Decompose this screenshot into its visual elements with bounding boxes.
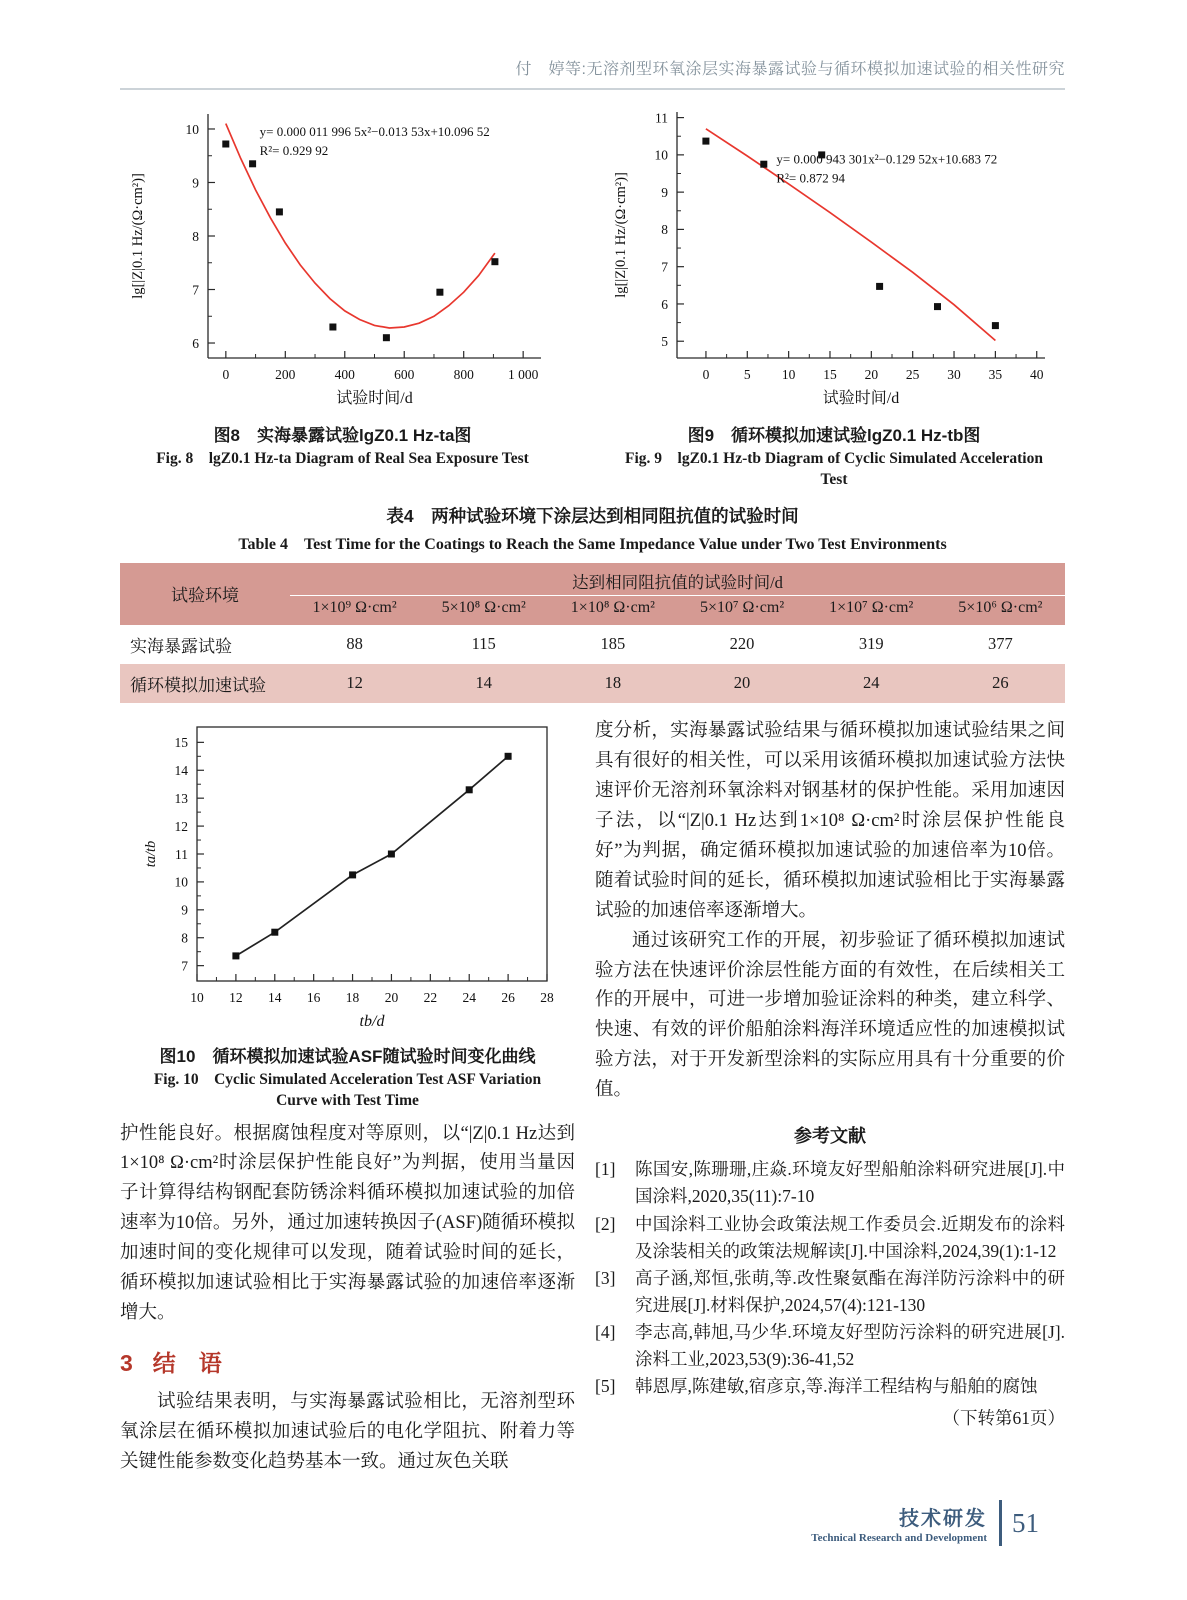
svg-text:22: 22 (423, 989, 437, 1005)
svg-text:9: 9 (192, 175, 199, 191)
svg-text:5: 5 (743, 367, 751, 382)
svg-text:20: 20 (864, 367, 879, 382)
table4-col0-header: 试验环境 (120, 563, 290, 625)
svg-text:20: 20 (384, 989, 398, 1005)
svg-text:10: 10 (654, 147, 668, 163)
reference-item (595, 1265, 1065, 1319)
continuation-note: （下转第61页） (942, 1408, 1065, 1429)
table4-subheader-cell: 5×10⁶ Ω·cm² (936, 595, 1065, 625)
reference-number: [5] (595, 1376, 616, 1397)
table4-subheader-cell: 1×10⁷ Ω·cm² (807, 595, 936, 625)
reference-number: [3] (595, 1267, 616, 1288)
fig10-chart (133, 717, 563, 1039)
svg-text:7: 7 (192, 282, 199, 298)
table-row-label: 实海暴露试验 (130, 636, 232, 656)
fig8-caption-en: Fig. 8 lgZ0.1 Hz-ta Diagram of Real Sea Exposure Test (156, 450, 529, 467)
footer-section-label (811, 1502, 987, 1544)
table-cell: 377 (988, 634, 1013, 654)
table-cell: 18 (604, 673, 622, 693)
svg-text:y= 0.000 011 996 5x²−0.013 53x: y= 0.000 011 996 5x²−0.013 53x+10.096 52 (259, 123, 490, 139)
right-column (595, 717, 1065, 1478)
table4-title-cn: 表4 两种试验环境下涂层达到相同阻抗值的试验时间 (386, 505, 799, 526)
svg-text:8: 8 (192, 228, 199, 244)
svg-text:lg[|Z|0.1 Hz/(Ω·cm²)]: lg[|Z|0.1 Hz/(Ω·cm²)] (613, 172, 629, 298)
svg-text:5: 5 (661, 334, 668, 350)
table-row (120, 664, 1065, 703)
svg-text:6: 6 (661, 296, 668, 312)
table4-title-en: Table 4 Test Time for the Coatings to Reach the Same Impedance Value under Two Test Environments (238, 535, 947, 553)
reference-text: 中国涂料工业协会政策法规工作委员会.近期发布的涂料及涂装相关的政策法规解读[J].中国涂料,2024,39(1):1-12 (635, 1213, 1065, 1261)
svg-text:28: 28 (539, 989, 554, 1005)
svg-text:15: 15 (174, 734, 188, 750)
svg-text:15: 15 (823, 367, 837, 382)
svg-text:0: 0 (702, 367, 710, 382)
svg-text:10: 10 (174, 874, 188, 890)
fig9-chart (603, 106, 1065, 418)
figure-9 (603, 106, 1065, 491)
svg-text:lg[|Z|0.1 Hz/(Ω·cm²)]: lg[|Z|0.1 Hz/(Ω·cm²)] (130, 173, 146, 299)
svg-text:y= 0.000 943 301x²−0.129 52x+1: y= 0.000 943 301x²−0.129 52x+10.683 72 (776, 151, 998, 167)
footer-label-en: Technical Research and Development (811, 1532, 987, 1544)
table-cell: 12 (346, 673, 363, 693)
svg-text:tb/d: tb/d (359, 1012, 384, 1030)
fig8-chart (120, 106, 565, 418)
table4-subheader-cell: 5×10⁷ Ω·cm² (677, 595, 806, 625)
footer-label-cn: 技术研发 (899, 1508, 987, 1530)
svg-text:26: 26 (500, 989, 515, 1005)
svg-text:0: 0 (222, 367, 230, 382)
table-cell: 88 (346, 634, 363, 654)
figure-8 (120, 106, 565, 491)
svg-text:10: 10 (189, 989, 204, 1005)
svg-text:R²= 0.929 92: R²= 0.929 92 (259, 142, 329, 158)
section-number: 3 (120, 1350, 133, 1377)
svg-text:800: 800 (453, 367, 474, 382)
svg-text:14: 14 (267, 989, 282, 1005)
reference-number: [1] (595, 1159, 616, 1180)
table-cell: 319 (858, 634, 884, 654)
svg-text:试验时间/d: 试验时间/d (822, 390, 900, 407)
fig10-caption (133, 1042, 563, 1112)
svg-text:12: 12 (174, 818, 188, 834)
reference-text: 韩恩厚,陈建敏,宿彦京,等.海洋工程结构与船舶的腐蚀 (635, 1376, 1038, 1397)
table-row (120, 625, 1065, 664)
fig8-caption (120, 421, 565, 469)
figure-10 (133, 717, 563, 1112)
section-title: 结 语 (152, 1350, 222, 1377)
reference-text: 高子涵,郑恒,张萌,等.改性聚氨酯在海洋防污涂料中的研究进展[J].材料保护,2024,57(4):121-130 (635, 1267, 1065, 1315)
svg-text:13: 13 (174, 790, 188, 806)
svg-text:18: 18 (345, 989, 359, 1005)
references-section (595, 1122, 1065, 1430)
left-column (120, 717, 575, 1478)
page-footer (120, 1500, 1065, 1580)
svg-text:9: 9 (180, 902, 188, 918)
svg-text:1 000: 1 000 (507, 367, 539, 382)
reference-text: 陈国安,陈珊珊,庄焱.环境友好型船舶涂料研究进展[J].中国涂料,2020,35(11):7-10 (635, 1159, 1065, 1207)
svg-text:16: 16 (306, 989, 320, 1005)
page-number: 51 (1012, 1507, 1039, 1538)
svg-text:R²= 0.872 94: R²= 0.872 94 (776, 170, 846, 186)
svg-text:200: 200 (275, 367, 296, 382)
table4-subheader-cell: 1×10⁹ Ω·cm² (290, 595, 419, 625)
table-cell: 26 (992, 673, 1009, 693)
reference-number: [4] (595, 1322, 616, 1343)
svg-text:试验时间/d: 试验时间/d (336, 390, 413, 407)
table-row-label: 循环模拟加速试验 (130, 675, 266, 695)
table4-subheader-cell: 5×10⁸ Ω·cm² (419, 595, 548, 625)
svg-text:10: 10 (185, 121, 199, 137)
svg-text:10: 10 (781, 367, 796, 382)
fig10-caption-en: Fig. 10 Cyclic Simulated Acceleration Test ASF Variation Curve with Test Time (153, 1070, 542, 1110)
table-cell: 20 (733, 673, 751, 693)
svg-text:30: 30 (947, 367, 961, 382)
reference-number: [2] (595, 1213, 616, 1234)
svg-text:6: 6 (192, 335, 199, 351)
svg-text:24: 24 (461, 989, 476, 1005)
table-cell: 115 (471, 634, 496, 654)
reference-item (595, 1319, 1065, 1373)
reference-text: 李志高,韩旭,马少华.环境友好型防污涂料的研究进展[J].涂料工业,2023,53(9):36-41,52 (635, 1322, 1065, 1370)
fig10-caption-cn: 图10 循环模拟加速试验ASF随试验时间变化曲线 (159, 1046, 536, 1066)
svg-text:12: 12 (228, 989, 243, 1005)
references-heading: 参考文献 (794, 1126, 866, 1147)
table4-subheader-cell: 1×10⁸ Ω·cm² (548, 595, 677, 625)
table4 (120, 563, 1065, 703)
table-cell: 220 (729, 634, 755, 654)
svg-text:25: 25 (905, 367, 920, 382)
running-head: 付 婷等:无溶剂型环氧涂层实海暴露试验与循环模拟加速试验的相关性研究 (120, 56, 1065, 90)
left-paragraph-2: 试验结果表明，与实海暴露试验相比，无溶剂型环氧涂层在循环模拟加速试验后的电化学阻抗、附着力等关键性能参数变化趋势基本一致。通过灰色关联 (120, 1392, 575, 1473)
reference-item (595, 1373, 1065, 1400)
right-paragraph-2: 通过该研究工作的开展，初步验证了循环模拟加速试验方法在快速评价涂层性能方面的有效性，在后续相关工作的开展中，可进一步增加验证涂料的种类，建立科学、快速、有效的评价船舶涂料海洋环境适应性的加速模拟试验方法，对于开发新型涂料的实际应用具有十分重要的价值。 (595, 930, 1065, 1101)
table4-span-header: 达到相同阻抗值的试验时间/d (290, 563, 1065, 596)
fig8-caption-cn: 图8 实海暴露试验lgZ0.1 Hz-ta图 (213, 426, 472, 445)
svg-text:40: 40 (1029, 367, 1044, 382)
footer-divider (999, 1500, 1002, 1546)
svg-text:35: 35 (988, 367, 1003, 382)
fig9-caption-cn: 图9 循环模拟加速试验lgZ0.1 Hz-tb图 (687, 426, 981, 445)
table-cell: 14 (475, 673, 492, 693)
svg-text:7: 7 (661, 259, 668, 275)
reference-item (595, 1211, 1065, 1265)
references-list (595, 1156, 1065, 1400)
right-paragraph-1: 度分析，实海暴露试验结果与循环模拟加速试验结果之间具有很好的相关性，可以采用该循环模拟加速试验方法快速评价无溶剂环氧涂料对钢基材的保护性能。采用加速因子法，以“|Z|0.1 Hz达到1×10⁸ Ω·cm²时涂层保护性能良好”为判据，确定循环模拟加速试验的加速倍率为10倍。随着试验时间的延长，循环模拟加速试验相比于实海暴露试验的加速倍率逐渐增大。 (595, 720, 1065, 921)
table4-header (120, 563, 1065, 625)
table-cell: 24 (862, 673, 880, 693)
table4-body (120, 625, 1065, 703)
fig9-caption (603, 421, 1065, 491)
svg-text:400: 400 (334, 367, 355, 382)
svg-text:11: 11 (174, 846, 188, 862)
svg-text:8: 8 (180, 930, 188, 946)
table-cell: 185 (600, 634, 626, 654)
figures-row (120, 106, 1065, 491)
section-heading-conclusion (120, 1345, 575, 1378)
svg-text:14: 14 (174, 762, 188, 778)
svg-text:11: 11 (655, 110, 668, 126)
svg-text:9: 9 (661, 184, 668, 200)
reference-item (595, 1156, 1065, 1210)
table4-block (120, 503, 1065, 703)
two-column-area (120, 717, 1065, 1478)
svg-text:8: 8 (661, 222, 668, 238)
left-paragraph-1: 护性能良好。根据腐蚀程度对等原则，以“|Z|0.1 Hz达到1×10⁸ Ω·cm²时涂层保护性能良好”为判据，使用当量因子计算得结构钢配套防锈涂料循环模拟加速试验的加倍速率为10倍。另外，通过加速转换因子(ASF)随循环模拟加速时间的变化规律可以发现，随着试验时间的延长，循环模拟加速试验相比于实海暴露试验的加速倍率逐渐增大。 (120, 1123, 575, 1324)
svg-text:7: 7 (180, 958, 188, 974)
fig9-caption-en: Fig. 9 lgZ0.1 Hz-tb Diagram of Cyclic Simulated Acceleration Test (624, 450, 1043, 489)
svg-text:600: 600 (394, 367, 415, 382)
svg-text:ta/tb: ta/tb (142, 840, 159, 868)
